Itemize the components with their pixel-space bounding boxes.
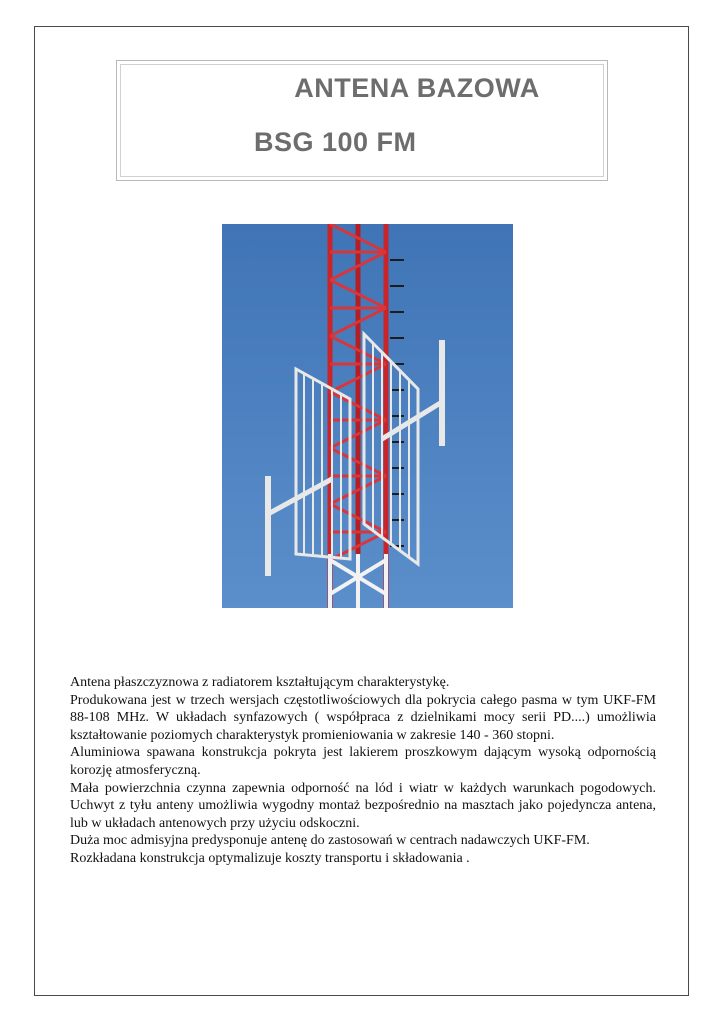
description-paragraph: Duża moc admisyjna predysponuje antenę do zastosowań w centrach nadawczych UKF-FM. (70, 833, 590, 849)
description-paragraph: Rozkładana konstrukcja optymalizuje koszty transportu i składowania . (70, 850, 470, 866)
title-line-1: ANTENA BAZOWA (294, 73, 540, 103)
description-paragraph: Produkowana jest w trzech wersjach częstotliwościowych dla pokrycia całego pasma w tym UKF-FM 88-108 MHz. W układach synfazowych ( współpraca z dzielnikami mocy serii PD....) umożliwia kształtowanie poziomych charakterystyk promieniowania w zakresie 140 - 360 stopni. (70, 692, 656, 743)
title-line-2: BSG 100 FM (254, 127, 417, 157)
description-paragraph: Antena płaszczyznowa z radiatorem kształtującym charakterystykę. (70, 675, 450, 690)
title-box (116, 60, 608, 181)
description-paragraph: Mała powierzchnia czynna zapewnia odporność na lód i wiatr w każdych warunkach pogodowych. Uchwyt z tyłu anteny umożliwia wygodny montaż bezpośrednio na masztach jako pojedyncza antena, lub w układach antenowych przy użyciu odskoczni. (70, 780, 656, 831)
antenna-photo (222, 224, 513, 608)
description-paragraph: Aluminiowa spawana konstrukcja pokryta jest lakierem proszkowym dającym wysoką odpornością korozję atmosferyczną. (70, 745, 656, 778)
product-description (70, 674, 656, 868)
